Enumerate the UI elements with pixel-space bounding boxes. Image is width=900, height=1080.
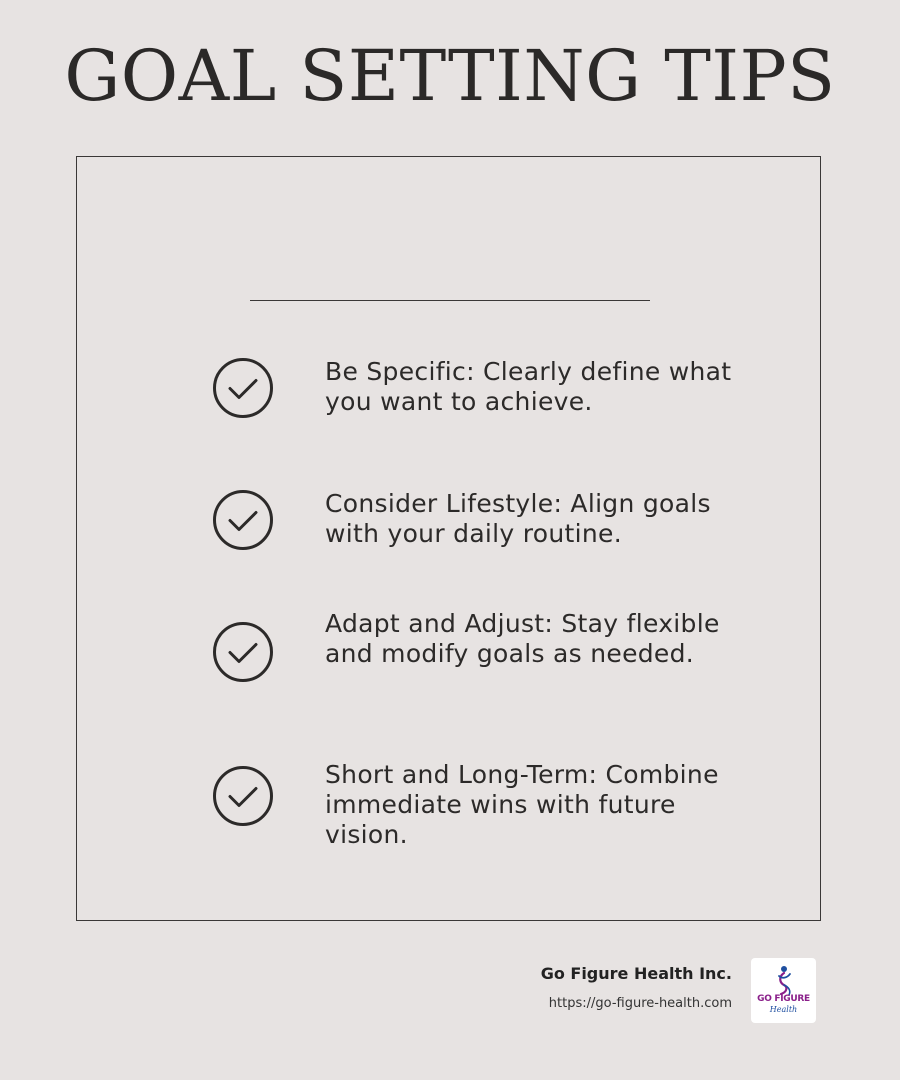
logo-subtext: Health bbox=[769, 1005, 798, 1014]
page-title: GOAL SETTING TIPS bbox=[64, 35, 836, 117]
tip-text: Consider Lifestyle: Align goals with your daily routine. bbox=[325, 489, 711, 548]
company-url[interactable]: https://go-figure-health.com bbox=[548, 996, 732, 1011]
check-circle-icon bbox=[212, 765, 274, 827]
check-circle-icon bbox=[212, 621, 274, 683]
company-name: Go Figure Health Inc. bbox=[540, 964, 732, 983]
logo-wordmark: GO FIGURE bbox=[757, 994, 810, 1004]
check-circle-icon bbox=[212, 489, 274, 551]
tip-text: Short and Long-Term: Combine immediate wins with future vision. bbox=[325, 760, 719, 849]
tip-text: Adapt and Adjust: Stay flexible and modify goals as needed. bbox=[325, 609, 720, 668]
check-circle-icon bbox=[212, 357, 274, 419]
company-logo bbox=[751, 958, 816, 1023]
figure-logo-icon bbox=[751, 960, 816, 998]
divider-line bbox=[250, 300, 650, 301]
tip-text: Be Specific: Clearly define what you want to achieve. bbox=[325, 357, 732, 416]
